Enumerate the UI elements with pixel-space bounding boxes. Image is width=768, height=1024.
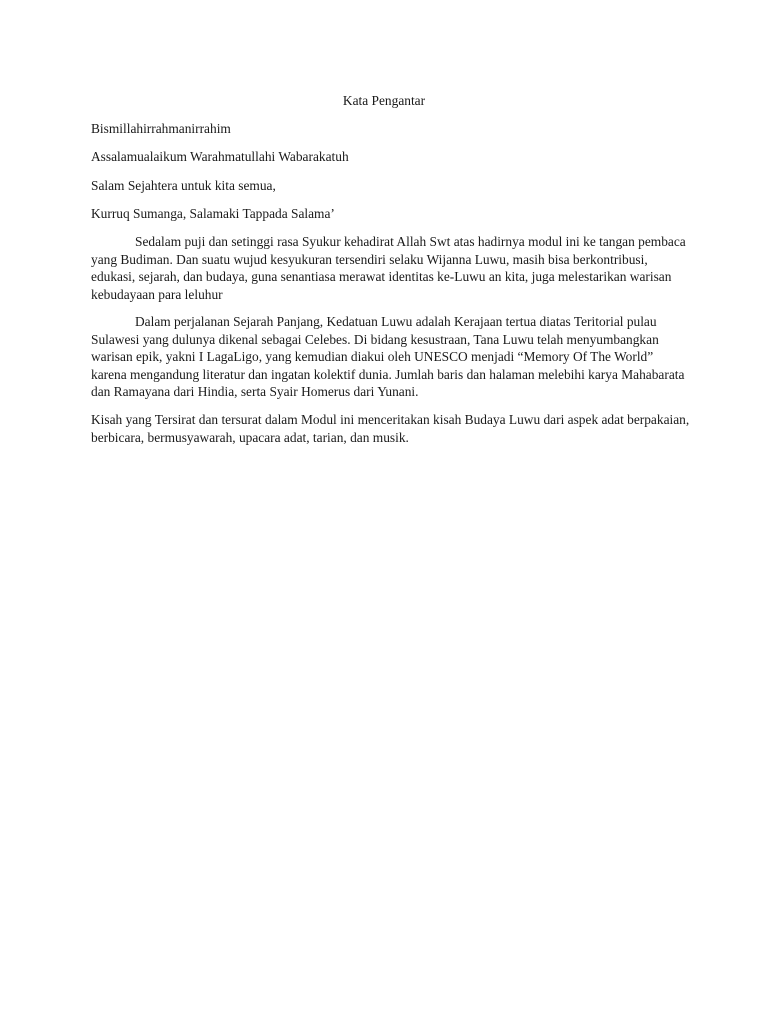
greeting-salam-sejahtera: Salam Sejahtera untuk kita semua,: [91, 178, 276, 193]
paragraph-2: Dalam perjalanan Sejarah Panjang, Kedatuan Luwu adalah Kerajaan tertua diatas Teritorial pulau Sulawesi yang dulunya dikenal sebagai Celebes. Di bidang kesustraan, Tana Luwu telah menyumbangkan warisan epik, yakni I LagaLigo, yang kemudian diakui oleh UNESCO menjadi “Memory Of The World” karena mengandung literatur dan ingatan kolektif dunia. Jumlah baris dan halaman melebihi karya Mahabarata dan Ramayana dari Hindia, serta Syair Homerus dari Yunani.: [91, 314, 685, 400]
greeting-kurruq-sumanga: Kurruq Sumanga, Salamaki Tappada Salama’: [91, 206, 335, 221]
page-title: Kata Pengantar: [342, 93, 426, 108]
greeting-bismillah: Bismillahirrahmanirrahim: [91, 121, 231, 136]
greeting-assalamualaikum: Assalamualaikum Warahmatullahi Wabarakatuh: [91, 149, 349, 164]
paragraph-1: Sedalam puji dan setinggi rasa Syukur kehadirat Allah Swt atas hadirnya modul ini ke tangan pembaca yang Budiman. Dan suatu wujud kesyukuran tersendiri selaku Wijanna Luwu, masih bisa berkontribusi, edukasi, sejarah, dan budaya, guna senantiasa merawat identitas ke-Luwu an kita, juga melestarikan warisan kebudayaan para leluhur: [91, 234, 686, 302]
paragraph-3: Kisah yang Tersirat dan tersurat dalam Modul ini menceritakan kisah Budaya Luwu dari aspek adat berpakaian, berbicara, bermusyawarah, upacara adat, tarian, dan musik.: [91, 412, 690, 445]
